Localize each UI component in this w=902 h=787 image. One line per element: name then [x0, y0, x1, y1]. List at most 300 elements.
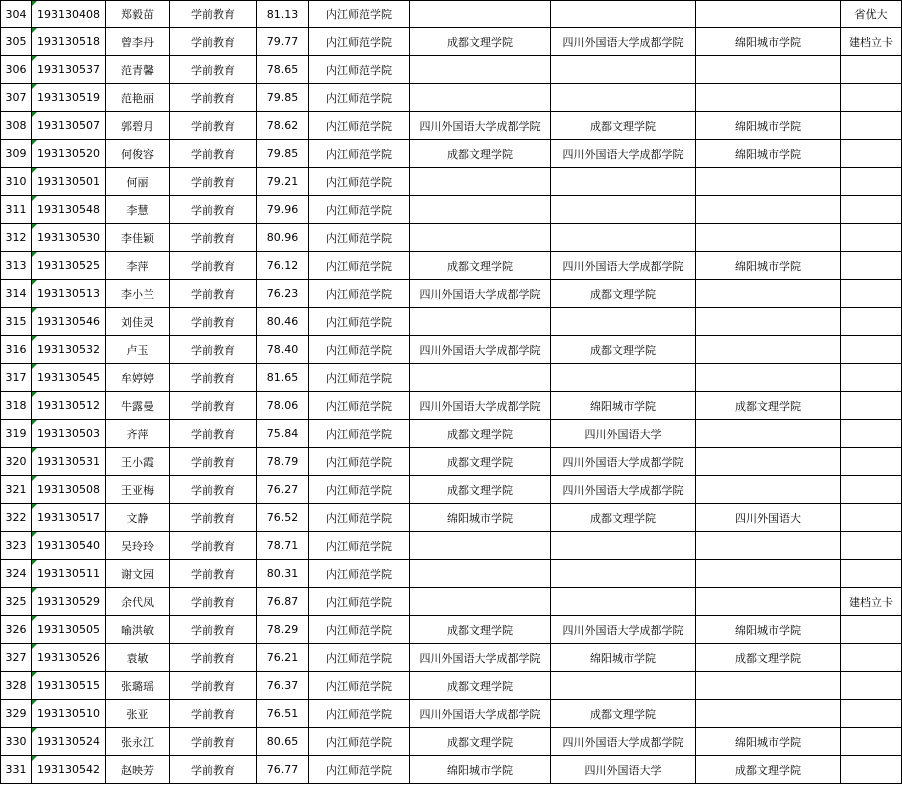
- school-cell[interactable]: 内江师范学院: [309, 196, 410, 224]
- student-name-cell[interactable]: 曾李丹: [106, 28, 170, 56]
- major-cell[interactable]: 学前教育: [170, 84, 257, 112]
- student-id-cell[interactable]: 193130548: [32, 196, 106, 224]
- row-number-cell[interactable]: 325: [1, 588, 32, 616]
- student-id-cell[interactable]: 193130508: [32, 476, 106, 504]
- major-cell[interactable]: 学前教育: [170, 644, 257, 672]
- choice-3-cell[interactable]: 绵阳城市学院: [696, 140, 841, 168]
- choice-1-cell[interactable]: 四川外国语大学成都学院: [410, 644, 551, 672]
- choice-3-cell[interactable]: [696, 308, 841, 336]
- score-cell[interactable]: 81.13: [257, 1, 309, 28]
- row-number-cell[interactable]: 326: [1, 616, 32, 644]
- major-cell[interactable]: 学前教育: [170, 392, 257, 420]
- student-id-cell[interactable]: 193130524: [32, 728, 106, 756]
- student-id-cell[interactable]: 193130512: [32, 392, 106, 420]
- choice-3-cell[interactable]: [696, 700, 841, 728]
- student-name-cell[interactable]: 张永江: [106, 728, 170, 756]
- choice-3-cell[interactable]: [696, 532, 841, 560]
- major-cell[interactable]: 学前教育: [170, 28, 257, 56]
- choice-2-cell[interactable]: 四川外国语大学成都学院: [551, 616, 696, 644]
- note-cell[interactable]: [841, 644, 902, 672]
- table-row: [1, 728, 902, 756]
- note-cell[interactable]: [841, 728, 902, 756]
- score-cell[interactable]: 79.85: [257, 140, 309, 168]
- student-id-cell[interactable]: 193130540: [32, 532, 106, 560]
- choice-1-cell[interactable]: 成都文理学院: [410, 448, 551, 476]
- row-number-cell[interactable]: 318: [1, 392, 32, 420]
- school-cell[interactable]: 内江师范学院: [309, 28, 410, 56]
- score-cell[interactable]: 79.96: [257, 196, 309, 224]
- score-cell[interactable]: 76.23: [257, 280, 309, 308]
- student-name-cell[interactable]: 郑毅苗: [106, 1, 170, 28]
- major-cell[interactable]: 学前教育: [170, 364, 257, 392]
- choice-1-cell[interactable]: [410, 84, 551, 112]
- choice-2-cell[interactable]: 四川外国语大学成都学院: [551, 728, 696, 756]
- student-id-cell[interactable]: 193130529: [32, 588, 106, 616]
- row-number-cell[interactable]: 317: [1, 364, 32, 392]
- major-cell[interactable]: 学前教育: [170, 112, 257, 140]
- choice-2-cell[interactable]: 成都文理学院: [551, 700, 696, 728]
- student-name-cell[interactable]: 张璐瑶: [106, 672, 170, 700]
- score-cell[interactable]: 76.37: [257, 672, 309, 700]
- choice-2-cell[interactable]: [551, 532, 696, 560]
- major-cell[interactable]: 学前教育: [170, 420, 257, 448]
- score-cell[interactable]: 80.96: [257, 224, 309, 252]
- school-cell[interactable]: 内江师范学院: [309, 728, 410, 756]
- choice-3-cell[interactable]: [696, 280, 841, 308]
- row-number-cell[interactable]: 305: [1, 28, 32, 56]
- row-number-cell[interactable]: 310: [1, 168, 32, 196]
- school-cell[interactable]: 内江师范学院: [309, 84, 410, 112]
- score-cell[interactable]: 75.84: [257, 420, 309, 448]
- choice-1-cell[interactable]: [410, 56, 551, 84]
- choice-2-cell[interactable]: 四川外国语大学成都学院: [551, 476, 696, 504]
- student-id-cell[interactable]: 193130513: [32, 280, 106, 308]
- choice-3-cell[interactable]: 四川外国语大: [696, 504, 841, 532]
- school-cell[interactable]: 内江师范学院: [309, 588, 410, 616]
- note-cell[interactable]: 建档立卡: [841, 588, 902, 616]
- choice-1-cell[interactable]: [410, 308, 551, 336]
- student-id-cell[interactable]: 193130546: [32, 308, 106, 336]
- school-cell[interactable]: 内江师范学院: [309, 532, 410, 560]
- choice-2-cell[interactable]: 四川外国语大学: [551, 756, 696, 784]
- student-name-cell[interactable]: 范青馨: [106, 56, 170, 84]
- row-number-cell[interactable]: 327: [1, 644, 32, 672]
- choice-1-cell[interactable]: [410, 168, 551, 196]
- score-cell[interactable]: 79.21: [257, 168, 309, 196]
- student-id-cell[interactable]: 193130545: [32, 364, 106, 392]
- choice-2-cell[interactable]: [551, 308, 696, 336]
- student-id-cell[interactable]: 193130510: [32, 700, 106, 728]
- table-row: [1, 672, 902, 700]
- choice-3-cell[interactable]: 绵阳城市学院: [696, 252, 841, 280]
- choice-3-cell[interactable]: 绵阳城市学院: [696, 28, 841, 56]
- student-id-cell[interactable]: 193130519: [32, 84, 106, 112]
- student-name-cell[interactable]: 齐萍: [106, 420, 170, 448]
- score-cell[interactable]: 80.65: [257, 728, 309, 756]
- choice-3-cell[interactable]: [696, 560, 841, 588]
- table-row: [1, 140, 902, 168]
- choice-3-cell[interactable]: [696, 56, 841, 84]
- row-number-cell[interactable]: 331: [1, 756, 32, 784]
- school-cell[interactable]: 内江师范学院: [309, 308, 410, 336]
- student-name-cell[interactable]: 王小霞: [106, 448, 170, 476]
- major-cell[interactable]: 学前教育: [170, 504, 257, 532]
- score-cell[interactable]: 78.40: [257, 336, 309, 364]
- score-cell[interactable]: 78.29: [257, 616, 309, 644]
- student-name-cell[interactable]: 喻洪敏: [106, 616, 170, 644]
- choice-2-cell[interactable]: [551, 224, 696, 252]
- student-name-cell[interactable]: 何俊容: [106, 140, 170, 168]
- row-number-cell[interactable]: 312: [1, 224, 32, 252]
- row-number-cell[interactable]: 323: [1, 532, 32, 560]
- score-cell[interactable]: 76.87: [257, 588, 309, 616]
- note-cell[interactable]: [841, 504, 902, 532]
- note-cell[interactable]: [841, 140, 902, 168]
- note-cell[interactable]: [841, 560, 902, 588]
- note-cell[interactable]: 建档立卡: [841, 28, 902, 56]
- table-row: [1, 1, 902, 28]
- table-row: [1, 308, 902, 336]
- score-cell[interactable]: 76.12: [257, 252, 309, 280]
- choice-1-cell[interactable]: [410, 1, 551, 28]
- table-row: [1, 392, 902, 420]
- note-cell[interactable]: [841, 532, 902, 560]
- school-cell[interactable]: 内江师范学院: [309, 448, 410, 476]
- major-cell[interactable]: 学前教育: [170, 168, 257, 196]
- choice-1-cell[interactable]: [410, 224, 551, 252]
- major-cell[interactable]: 学前教育: [170, 196, 257, 224]
- choice-1-cell[interactable]: 绵阳城市学院: [410, 756, 551, 784]
- school-cell[interactable]: 内江师范学院: [309, 616, 410, 644]
- row-number-cell[interactable]: 314: [1, 280, 32, 308]
- school-cell[interactable]: 内江师范学院: [309, 756, 410, 784]
- choice-1-cell[interactable]: 成都文理学院: [410, 728, 551, 756]
- choice-2-cell[interactable]: 四川外国语大学成都学院: [551, 252, 696, 280]
- score-cell[interactable]: 76.77: [257, 756, 309, 784]
- choice-1-cell[interactable]: 四川外国语大学成都学院: [410, 392, 551, 420]
- student-name-cell[interactable]: 牛露曼: [106, 392, 170, 420]
- school-cell[interactable]: 内江师范学院: [309, 392, 410, 420]
- table-row: [1, 252, 902, 280]
- major-cell[interactable]: 学前教育: [170, 616, 257, 644]
- score-cell[interactable]: 81.65: [257, 364, 309, 392]
- school-cell[interactable]: 内江师范学院: [309, 252, 410, 280]
- student-name-cell[interactable]: 何丽: [106, 168, 170, 196]
- major-cell[interactable]: 学前教育: [170, 336, 257, 364]
- student-id-cell[interactable]: 193130525: [32, 252, 106, 280]
- student-id-cell[interactable]: 193130531: [32, 448, 106, 476]
- major-cell[interactable]: 学前教育: [170, 1, 257, 28]
- note-cell[interactable]: [841, 56, 902, 84]
- table-row: [1, 420, 902, 448]
- note-cell[interactable]: [841, 700, 902, 728]
- choice-1-cell[interactable]: [410, 364, 551, 392]
- note-cell[interactable]: [841, 364, 902, 392]
- major-cell[interactable]: 学前教育: [170, 728, 257, 756]
- choice-1-cell[interactable]: [410, 588, 551, 616]
- major-cell[interactable]: 学前教育: [170, 588, 257, 616]
- school-cell[interactable]: 内江师范学院: [309, 420, 410, 448]
- student-id-cell[interactable]: 193130526: [32, 644, 106, 672]
- score-cell[interactable]: 80.46: [257, 308, 309, 336]
- major-cell[interactable]: 学前教育: [170, 252, 257, 280]
- row-number-cell[interactable]: 311: [1, 196, 32, 224]
- choice-2-cell[interactable]: 四川外国语大学: [551, 420, 696, 448]
- student-name-cell[interactable]: 王亚梅: [106, 476, 170, 504]
- note-cell[interactable]: [841, 672, 902, 700]
- choice-3-cell[interactable]: [696, 476, 841, 504]
- choice-1-cell[interactable]: 四川外国语大学成都学院: [410, 280, 551, 308]
- choice-1-cell[interactable]: 四川外国语大学成都学院: [410, 112, 551, 140]
- major-cell[interactable]: 学前教育: [170, 448, 257, 476]
- choice-3-cell[interactable]: [696, 588, 841, 616]
- note-cell[interactable]: [841, 112, 902, 140]
- table-row: [1, 28, 902, 56]
- note-cell[interactable]: 省优大: [841, 1, 902, 28]
- choice-3-cell[interactable]: [696, 224, 841, 252]
- choice-3-cell[interactable]: 成都文理学院: [696, 392, 841, 420]
- choice-2-cell[interactable]: [551, 196, 696, 224]
- school-cell[interactable]: 内江师范学院: [309, 140, 410, 168]
- row-number-cell[interactable]: 329: [1, 700, 32, 728]
- row-number-cell[interactable]: 320: [1, 448, 32, 476]
- choice-1-cell[interactable]: [410, 560, 551, 588]
- student-name-cell[interactable]: 郭碧月: [106, 112, 170, 140]
- student-name-cell[interactable]: 卢玉: [106, 336, 170, 364]
- school-cell[interactable]: 内江师范学院: [309, 476, 410, 504]
- score-cell[interactable]: 78.79: [257, 448, 309, 476]
- major-cell[interactable]: 学前教育: [170, 700, 257, 728]
- student-name-cell[interactable]: 李萍: [106, 252, 170, 280]
- choice-2-cell[interactable]: 四川外国语大学成都学院: [551, 28, 696, 56]
- note-cell[interactable]: [841, 336, 902, 364]
- major-cell[interactable]: 学前教育: [170, 224, 257, 252]
- score-cell[interactable]: 78.06: [257, 392, 309, 420]
- score-cell[interactable]: 78.65: [257, 56, 309, 84]
- note-cell[interactable]: [841, 616, 902, 644]
- student-id-cell[interactable]: 193130503: [32, 420, 106, 448]
- score-cell[interactable]: 76.51: [257, 700, 309, 728]
- choice-3-cell[interactable]: 绵阳城市学院: [696, 112, 841, 140]
- choice-1-cell[interactable]: 成都文理学院: [410, 28, 551, 56]
- student-name-cell[interactable]: 余代凤: [106, 588, 170, 616]
- table-row: [1, 224, 902, 252]
- score-cell[interactable]: 79.77: [257, 28, 309, 56]
- choice-1-cell[interactable]: 成都文理学院: [410, 420, 551, 448]
- row-number-cell[interactable]: 315: [1, 308, 32, 336]
- choice-1-cell[interactable]: 成都文理学院: [410, 252, 551, 280]
- row-number-cell[interactable]: 316: [1, 336, 32, 364]
- choice-1-cell[interactable]: 成都文理学院: [410, 476, 551, 504]
- school-cell[interactable]: 内江师范学院: [309, 1, 410, 28]
- note-cell[interactable]: [841, 476, 902, 504]
- note-cell[interactable]: [841, 196, 902, 224]
- student-id-cell[interactable]: 193130517: [32, 504, 106, 532]
- student-id-cell[interactable]: 193130542: [32, 756, 106, 784]
- table-row: [1, 644, 902, 672]
- table-row: [1, 56, 902, 84]
- score-cell[interactable]: 79.85: [257, 84, 309, 112]
- note-cell[interactable]: [841, 168, 902, 196]
- student-id-cell[interactable]: 193130511: [32, 560, 106, 588]
- school-cell[interactable]: 内江师范学院: [309, 336, 410, 364]
- major-cell[interactable]: 学前教育: [170, 280, 257, 308]
- student-name-cell[interactable]: 谢文园: [106, 560, 170, 588]
- row-number-cell[interactable]: 308: [1, 112, 32, 140]
- school-cell[interactable]: 内江师范学院: [309, 364, 410, 392]
- student-name-cell[interactable]: 范艳丽: [106, 84, 170, 112]
- row-number-cell[interactable]: 309: [1, 140, 32, 168]
- row-number-cell[interactable]: 321: [1, 476, 32, 504]
- choice-2-cell[interactable]: [551, 560, 696, 588]
- row-number-cell[interactable]: 328: [1, 672, 32, 700]
- note-cell[interactable]: [841, 308, 902, 336]
- row-number-cell[interactable]: 306: [1, 56, 32, 84]
- score-cell[interactable]: 78.71: [257, 532, 309, 560]
- school-cell[interactable]: 内江师范学院: [309, 672, 410, 700]
- row-number-cell[interactable]: 304: [1, 1, 32, 28]
- choice-2-cell[interactable]: 成都文理学院: [551, 336, 696, 364]
- major-cell[interactable]: 学前教育: [170, 140, 257, 168]
- student-name-cell[interactable]: 李佳颖: [106, 224, 170, 252]
- student-id-cell[interactable]: 193130501: [32, 168, 106, 196]
- major-cell[interactable]: 学前教育: [170, 56, 257, 84]
- student-name-cell[interactable]: 李慧: [106, 196, 170, 224]
- choice-3-cell[interactable]: [696, 168, 841, 196]
- student-id-cell[interactable]: 193130520: [32, 140, 106, 168]
- choice-3-cell[interactable]: 绵阳城市学院: [696, 728, 841, 756]
- student-id-cell[interactable]: 193130532: [32, 336, 106, 364]
- school-cell[interactable]: 内江师范学院: [309, 112, 410, 140]
- major-cell[interactable]: 学前教育: [170, 532, 257, 560]
- choice-2-cell[interactable]: [551, 56, 696, 84]
- major-cell[interactable]: 学前教育: [170, 756, 257, 784]
- choice-3-cell[interactable]: 成都文理学院: [696, 644, 841, 672]
- school-cell[interactable]: 内江师范学院: [309, 560, 410, 588]
- choice-3-cell[interactable]: [696, 420, 841, 448]
- choice-1-cell[interactable]: 成都文理学院: [410, 672, 551, 700]
- choice-2-cell[interactable]: 绵阳城市学院: [551, 392, 696, 420]
- score-cell[interactable]: 76.27: [257, 476, 309, 504]
- choice-2-cell[interactable]: [551, 84, 696, 112]
- choice-2-cell[interactable]: 成都文理学院: [551, 280, 696, 308]
- note-cell[interactable]: [841, 448, 902, 476]
- note-cell[interactable]: [841, 392, 902, 420]
- note-cell[interactable]: [841, 420, 902, 448]
- choice-3-cell[interactable]: [696, 672, 841, 700]
- student-id-cell[interactable]: 193130530: [32, 224, 106, 252]
- choice-2-cell[interactable]: [551, 364, 696, 392]
- choice-2-cell[interactable]: 成都文理学院: [551, 504, 696, 532]
- choice-3-cell[interactable]: [696, 84, 841, 112]
- note-cell[interactable]: [841, 84, 902, 112]
- row-number-cell[interactable]: 319: [1, 420, 32, 448]
- student-name-cell[interactable]: 吴玲玲: [106, 532, 170, 560]
- choice-3-cell[interactable]: [696, 1, 841, 28]
- choice-1-cell[interactable]: 绵阳城市学院: [410, 504, 551, 532]
- choice-1-cell[interactable]: 成都文理学院: [410, 616, 551, 644]
- student-id-cell[interactable]: 193130518: [32, 28, 106, 56]
- choice-2-cell[interactable]: 四川外国语大学成都学院: [551, 448, 696, 476]
- note-cell[interactable]: [841, 280, 902, 308]
- student-name-cell[interactable]: 刘佳灵: [106, 308, 170, 336]
- school-cell[interactable]: 内江师范学院: [309, 56, 410, 84]
- student-id-cell[interactable]: 193130505: [32, 616, 106, 644]
- choice-2-cell[interactable]: [551, 672, 696, 700]
- major-cell[interactable]: 学前教育: [170, 476, 257, 504]
- score-cell[interactable]: 78.62: [257, 112, 309, 140]
- choice-2-cell[interactable]: [551, 168, 696, 196]
- choice-2-cell[interactable]: 成都文理学院: [551, 112, 696, 140]
- row-number-cell[interactable]: 322: [1, 504, 32, 532]
- major-cell[interactable]: 学前教育: [170, 560, 257, 588]
- table-row: [1, 336, 902, 364]
- score-cell[interactable]: 80.31: [257, 560, 309, 588]
- school-cell[interactable]: 内江师范学院: [309, 168, 410, 196]
- choice-1-cell[interactable]: 四川外国语大学成都学院: [410, 336, 551, 364]
- student-id-cell[interactable]: 193130515: [32, 672, 106, 700]
- score-cell[interactable]: 76.52: [257, 504, 309, 532]
- choice-3-cell[interactable]: 绵阳城市学院: [696, 616, 841, 644]
- student-id-cell[interactable]: 193130507: [32, 112, 106, 140]
- major-cell[interactable]: 学前教育: [170, 672, 257, 700]
- row-number-cell[interactable]: 313: [1, 252, 32, 280]
- choice-2-cell[interactable]: 四川外国语大学成都学院: [551, 140, 696, 168]
- student-id-cell[interactable]: 193130408: [32, 1, 106, 28]
- row-number-cell[interactable]: 330: [1, 728, 32, 756]
- table-row: [1, 112, 902, 140]
- student-name-cell[interactable]: 赵映芳: [106, 756, 170, 784]
- note-cell[interactable]: [841, 252, 902, 280]
- table-row: [1, 476, 902, 504]
- note-cell[interactable]: [841, 224, 902, 252]
- school-cell[interactable]: 内江师范学院: [309, 224, 410, 252]
- note-cell[interactable]: [841, 756, 902, 784]
- choice-3-cell[interactable]: [696, 448, 841, 476]
- choice-3-cell[interactable]: [696, 336, 841, 364]
- row-number-cell[interactable]: 307: [1, 84, 32, 112]
- choice-2-cell[interactable]: [551, 1, 696, 28]
- school-cell[interactable]: 内江师范学院: [309, 280, 410, 308]
- choice-3-cell[interactable]: 成都文理学院: [696, 756, 841, 784]
- choice-3-cell[interactable]: [696, 364, 841, 392]
- student-name-cell[interactable]: 张亚: [106, 700, 170, 728]
- choice-2-cell[interactable]: 绵阳城市学院: [551, 644, 696, 672]
- school-cell[interactable]: 内江师范学院: [309, 700, 410, 728]
- major-cell[interactable]: 学前教育: [170, 308, 257, 336]
- student-id-cell[interactable]: 193130537: [32, 56, 106, 84]
- choice-2-cell[interactable]: [551, 588, 696, 616]
- student-name-cell[interactable]: 袁敏: [106, 644, 170, 672]
- choice-1-cell[interactable]: 成都文理学院: [410, 140, 551, 168]
- choice-1-cell[interactable]: [410, 532, 551, 560]
- table-row: [1, 504, 902, 532]
- row-number-cell[interactable]: 324: [1, 560, 32, 588]
- choice-3-cell[interactable]: [696, 196, 841, 224]
- table-row: [1, 588, 902, 616]
- table-row: [1, 84, 902, 112]
- choice-1-cell[interactable]: [410, 196, 551, 224]
- student-name-cell[interactable]: 牟婷婷: [106, 364, 170, 392]
- choice-1-cell[interactable]: 四川外国语大学成都学院: [410, 700, 551, 728]
- student-name-cell[interactable]: 文静: [106, 504, 170, 532]
- student-name-cell[interactable]: 李小兰: [106, 280, 170, 308]
- score-cell[interactable]: 76.21: [257, 644, 309, 672]
- table-row: [1, 560, 902, 588]
- table-row: [1, 280, 902, 308]
- school-cell[interactable]: 内江师范学院: [309, 504, 410, 532]
- school-cell[interactable]: 内江师范学院: [309, 644, 410, 672]
